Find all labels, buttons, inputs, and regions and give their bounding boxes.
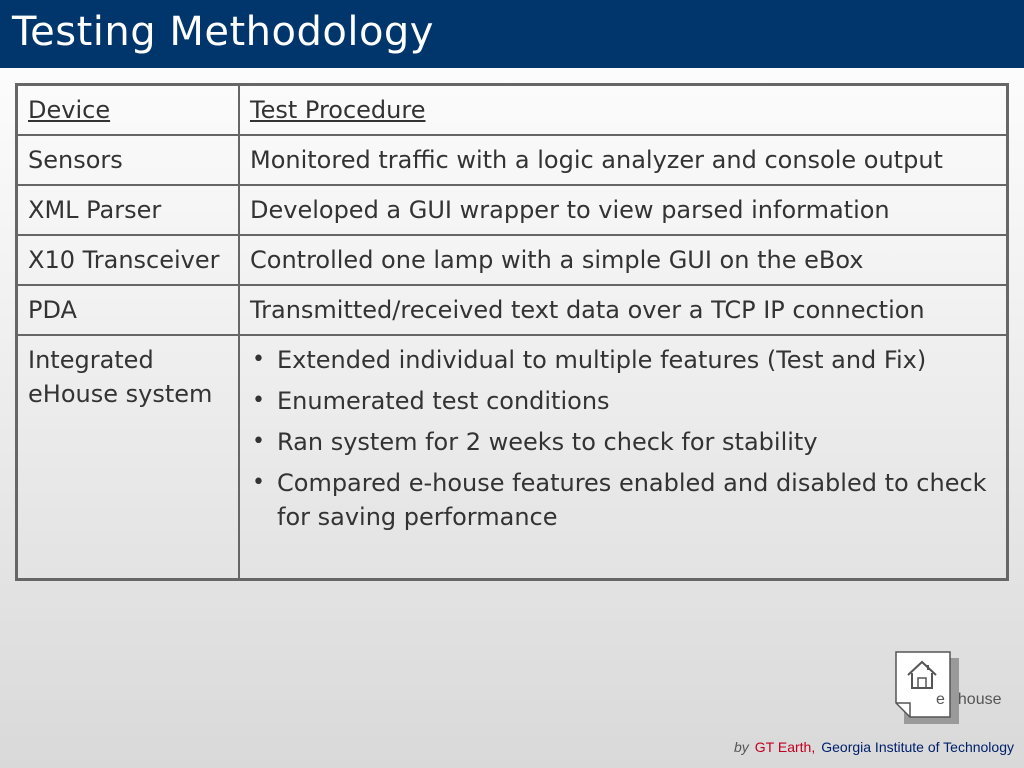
table-row bbox=[17, 235, 1008, 285]
bullet-item bbox=[250, 343, 997, 377]
footer-credit bbox=[734, 739, 1014, 755]
device-cell: Sensors bbox=[17, 135, 240, 185]
device-cell: X10 Transceiver bbox=[17, 235, 240, 285]
bullet-text: Compared e-house features enabled and disabled to check for saving performance bbox=[277, 469, 987, 531]
procedure-cell: Developed a GUI wrapper to view parsed information bbox=[239, 185, 1008, 235]
testing-table bbox=[15, 83, 1009, 581]
logo-text bbox=[936, 691, 1002, 709]
header-test-procedure: Test Procedure bbox=[239, 85, 1008, 136]
title-bar bbox=[0, 0, 1024, 68]
table-row bbox=[17, 185, 1008, 235]
procedure-cell: Monitored traffic with a logic analyzer and console output bbox=[239, 135, 1008, 185]
table-row bbox=[17, 135, 1008, 185]
footer-gt-earth: GT Earth bbox=[754, 739, 812, 755]
bullet-icon: • bbox=[252, 429, 265, 454]
procedure-cell: Transmitted/received text data over a TCP IP connection bbox=[239, 285, 1008, 335]
footer-by: by bbox=[734, 739, 749, 755]
procedure-cell bbox=[239, 335, 1008, 580]
bullet-item bbox=[250, 384, 997, 418]
bullet-icon: • bbox=[252, 470, 265, 495]
device-cell: Integrated eHouse system bbox=[17, 335, 240, 580]
bullet-item bbox=[250, 466, 997, 534]
header-device: Device bbox=[17, 85, 240, 136]
procedure-cell: Controlled one lamp with a simple GUI on the eBox bbox=[239, 235, 1008, 285]
device-cell: XML Parser bbox=[17, 185, 240, 235]
logo-prefix: e bbox=[936, 691, 945, 708]
bullet-item bbox=[250, 425, 997, 459]
bullet-text: Extended individual to multiple features (Test and Fix) bbox=[277, 346, 927, 374]
procedure-bullet-list bbox=[250, 343, 997, 534]
bullet-text: Ran system for 2 weeks to check for stability bbox=[277, 428, 818, 456]
table-row bbox=[17, 285, 1008, 335]
slide-title: Testing Methodology bbox=[12, 9, 434, 55]
bullet-icon: • bbox=[252, 388, 265, 413]
bullet-text: Enumerated test conditions bbox=[277, 387, 610, 415]
logo-suffix: house bbox=[957, 691, 1002, 708]
bullet-icon: • bbox=[252, 347, 265, 372]
device-cell: PDA bbox=[17, 285, 240, 335]
table-header-row bbox=[17, 85, 1008, 136]
footer-georgia-tech: Georgia Institute of Technology bbox=[821, 739, 1014, 755]
table-row bbox=[17, 335, 1008, 580]
footer-comma: , bbox=[811, 739, 816, 755]
